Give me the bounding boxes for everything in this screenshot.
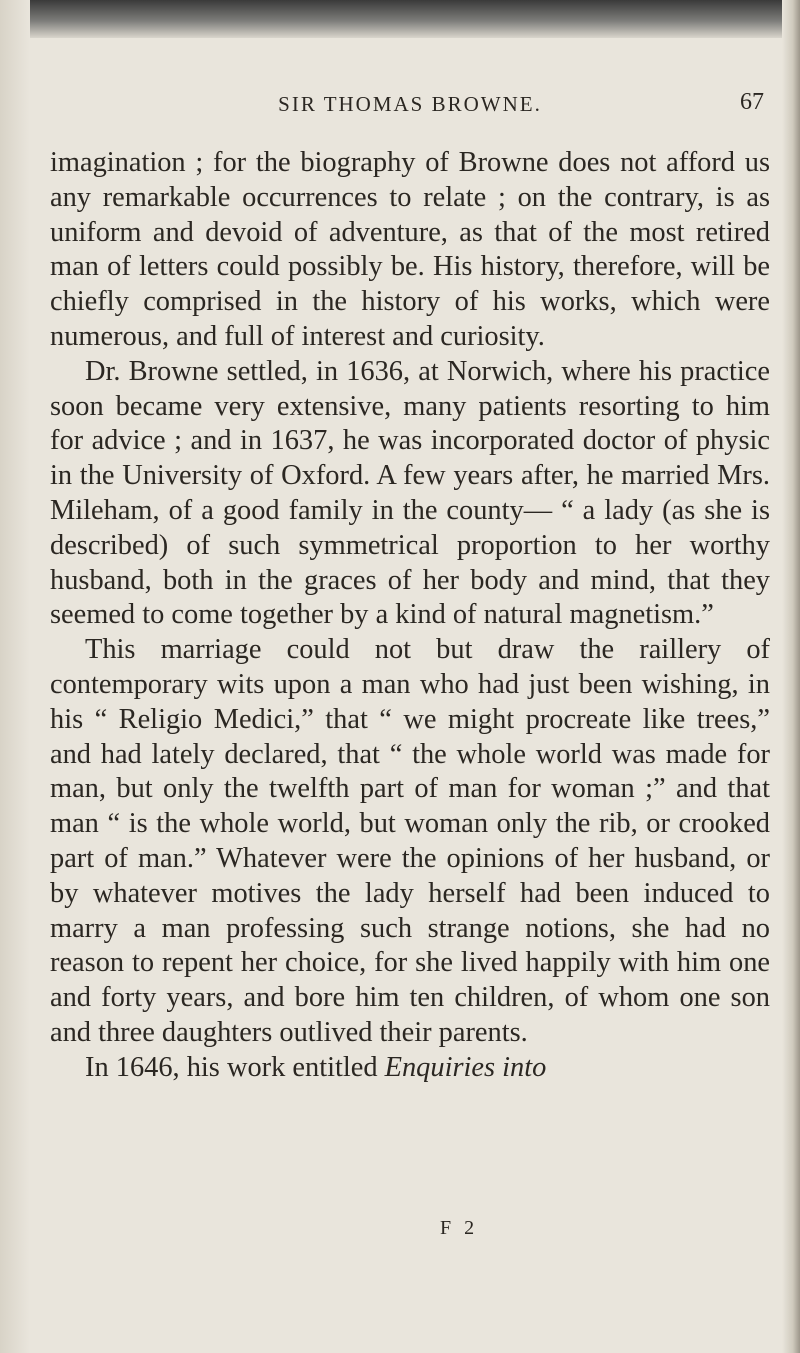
paragraph-4 [50,1051,770,1086]
running-head [50,89,770,132]
paragraph-4-text: In 1646, his work entitled [85,1051,385,1083]
running-title: SIR THOMAS BROWNE. [278,92,542,116]
page-number: 67 [740,89,764,115]
paragraph-3: This marriage could not but draw the raillery of contemporary wits upon a man who had just been wishing, in his “ Religio Medici,” that “ we might procreate like trees,” and had lately declared, that “ the whole world was made for man, but only the twelfth part of man for woman ;” and that man “ is the whole world, but woman only the rib, or crooked part of man.” Whatever were the opinions of her husband, or by whatever motives the lady herself had been induced to marry a man professing such strange notions, she had no reason to repent her choice, for she lived happily with him one and forty years, and bore him ten children, of whom one son and three daughters outlived their parents. [50,634,770,1048]
paragraph-2: Dr. Browne settled, in 1636, at Norwich, where his practice soon became very extensive, many patients resorting to him for advice ; and in 1637, he was incorporated doctor of physic in the University of Oxford. A few years after, he married Mrs. Mileham, of a good family in the county— “ a lady (as she is described) of such symmetrical proportion to her worthy husband, both in the graces of her body and mind, that they seemed to come together by a kind of natural magnetism.” [50,355,770,631]
signature-mark: F 2 [440,1217,479,1239]
scan-left-edge [0,0,30,1353]
body-text [50,146,770,1086]
paragraph-4-italic: Enquiries into [384,1051,547,1083]
scan-right-edge [782,0,800,1353]
paragraph-1: imagination ; for the biography of Browne does not afford us any remarkable occurrences to relate ; on the contrary, is as uniform and devoid of adventure, as that of the most retired man of letters could possibly be. His history, therefore, will be chiefly comprised in the history of his works, which were numerous, and full of interest and curiosity. [50,147,770,352]
book-page [50,89,770,1086]
scan-top-edge [0,0,800,38]
